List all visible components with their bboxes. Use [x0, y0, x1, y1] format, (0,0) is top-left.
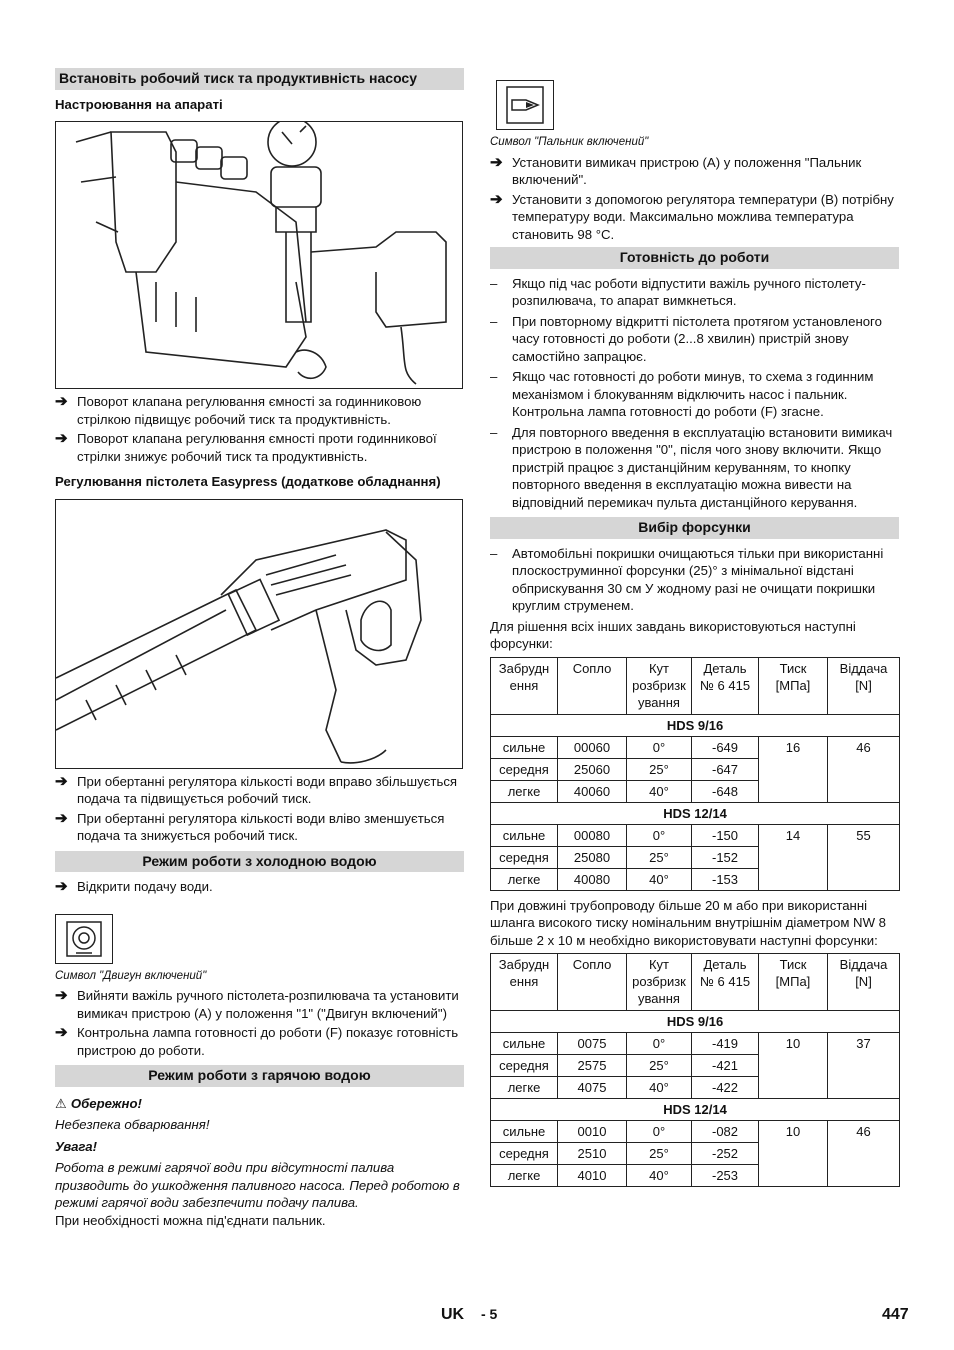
caution-title: Обережно!	[70, 1095, 142, 1111]
group-row: HDS 12/14	[491, 1099, 900, 1121]
bullet-clockwise: ➔ Поворот клапана регулювання ємності за годинниковою стрілкою підвищує робочий тиск та продуктивність.	[55, 393, 422, 427]
arrow-right-icon: ➔	[55, 1024, 68, 1041]
arrow-right-icon: ➔	[55, 987, 68, 1004]
th-part: Деталь № 6 415	[692, 657, 759, 714]
th-angle: Кут розбризк ування	[627, 657, 692, 714]
arrow-right-icon: ➔	[55, 430, 68, 447]
readiness-item-3: – Якщо час готовності до роботи минув, то схема з годинним механізмом і блокуванням відключить насос і пальник. Контрольна лампа готовності до роботи (F) згасне.	[490, 369, 874, 419]
bullet-left-rotation: ➔ При обертанні регулятора кількості води вліво зменшується подача та знижується робочий тиск.	[55, 809, 445, 843]
table-row: сильне 00060 0° -649 16 46	[491, 736, 900, 758]
th-nozzle: Сопло	[558, 657, 627, 714]
table-row: сильне 00080 0° -150 14 55	[491, 824, 900, 846]
subheading-device: Настроювання на апараті	[55, 96, 223, 112]
readiness-item-4: – Для повторного введення в експлуатацію встановити вимикач пристрою в положення "0", після чого знову включити. Якщо пристрій працює з дистанційним керуванням, то кнопку повторного введення в експлуатацію можна вивести на відповідний перемикач пульта дистанційного керування.	[490, 424, 893, 510]
footer-page-small: - 5	[481, 1306, 498, 1322]
section-heading-readiness: Готовність до роботи	[490, 247, 899, 269]
footer-page-number: 447	[882, 1306, 909, 1323]
burner-symbol-caption: Символ "Пальник включений"	[490, 136, 649, 148]
table-row: середня 2575 25° -421	[491, 1055, 900, 1077]
nozzle-table-1	[490, 657, 900, 891]
table-row: середня 25080 25° -152	[491, 846, 900, 868]
attention-text: Робота в режимі гарячої води при відсутності палива призводить до ушкодження паливного насоса. Перед роботою в режимі гарячої води забезпечити подачу палива.	[55, 1160, 460, 1210]
arrow-right-icon: ➔	[490, 153, 503, 171]
readiness-item-1: – Якщо під час роботи відпустити важіль ручного пістолету-розпилювача, то апарат вимкнеться.	[490, 275, 866, 308]
table-row: легке 4075 40° -422	[491, 1077, 900, 1099]
attention-title: Увага!	[55, 1138, 97, 1154]
bullet-ready-lamp: ➔ Контрольна лампа готовності до роботи (F) показує готовність пристрою до роботи.	[55, 1024, 459, 1058]
burner-icon	[504, 84, 546, 126]
arrow-right-icon: ➔	[490, 190, 503, 208]
easypress-gun-figure	[55, 499, 463, 769]
th-force: Віддача [N]	[828, 657, 900, 714]
caution-text: Небезпека обварювання!	[55, 1117, 210, 1132]
pump-valve-figure	[55, 121, 463, 389]
arrow-right-icon: ➔	[55, 878, 68, 895]
group-row: HDS 9/16	[491, 1011, 900, 1033]
arrow-right-icon: ➔	[55, 809, 68, 827]
easypress-gun-illustration	[56, 500, 462, 768]
motor-symbol-caption: Символ "Двигун включений"	[55, 969, 207, 982]
bullet-open-water: ➔ Відкрити подачу води.	[55, 878, 213, 895]
bullet-switch-motor: ➔ Вийняти важіль ручного пістолета-розпилювача та установити вимикач пристрою (А) у положення "1" ("Двигун включений")	[55, 987, 459, 1021]
group-row: HDS 12/14	[491, 802, 900, 824]
arrow-right-icon: ➔	[55, 772, 68, 790]
table-row: середня 2510 25° -252	[491, 1143, 900, 1165]
nozzle-intro-2: При довжині трубопроводу більше 20 м або при використанні шланга високого тиску номінальним внутрішнім діаметром NW 8 більше 2 x 10 м необхідно використовувати наступні форсунки:	[490, 897, 887, 948]
th-pressure: Тиск [МПа]	[759, 657, 828, 714]
arrow-right-icon: ➔	[55, 393, 68, 410]
table-row: сильне 0010 0° -082 10 46	[491, 1121, 900, 1143]
subheading-easypress: Регулювання пістолета Easypress (додаткове обладнання)	[55, 474, 441, 489]
right-column	[490, 80, 899, 1187]
section-heading-pressure: Встановіть робочий тиск та продуктивність насосу	[55, 68, 464, 90]
left-column	[55, 68, 464, 1233]
nozzle-tyres-item: – Автомобільні покришки очищаються тільки при використанні плоскоструминної форсунки (25)° з мінімальної відстані обприскування 30 см У жодному разі не очищати покришки круглим струменем.	[490, 545, 884, 613]
table-row: легке 40060 40° -648	[491, 780, 900, 802]
burner-connect-text: При необхідності можна під'єднати пальник.	[55, 1212, 326, 1228]
bullet-counterclockwise: ➔ Поворот клапана регулювання ємності проти годинникової стрілки знижує робочий тиск та продуктивність.	[55, 430, 437, 464]
th-soiling: Забрудн ення	[491, 657, 558, 714]
table-row: сильне 0075 0° -419 10 37	[491, 1033, 900, 1055]
motor-icon	[64, 919, 104, 959]
bullet-switch-burner: ➔ Установити вимикач пристрою (А) у положення "Пальник включений".	[490, 153, 862, 187]
section-heading-hot-water: Режим роботи з гарячою водою	[55, 1065, 464, 1087]
table-row: легке 4010 40° -253	[491, 1165, 900, 1187]
burner-on-symbol	[496, 80, 554, 130]
nozzle-intro-1: Для рішення всіх інших завдань використовуються наступні форсунки:	[490, 618, 856, 651]
readiness-item-2: – При повторному відкритті пістолета протягом установленого часу готовності до роботи (2...8 хвилин) пристрій знову самостійно запрацює.	[490, 313, 882, 364]
group-row: HDS 9/16	[491, 714, 900, 736]
table-row: легке 40080 40° -153	[491, 868, 900, 890]
table-row: середня 25060 25° -647	[491, 758, 900, 780]
footer-lang: UK	[441, 1306, 465, 1323]
motor-on-symbol	[55, 914, 113, 964]
pump-valve-illustration	[56, 122, 462, 388]
bullet-set-temperature: ➔ Установити з допомогою регулятора температури (В) потрібну температуру води. Максимально можлива температура становить 98 °C.	[490, 190, 894, 242]
warning-triangle-icon: ⚠	[55, 1095, 67, 1111]
nozzle-table-2: Забрудн ення Сопло Кут розбризк ування Деталь № 6 415 Тиск [МПа] Віддача [N] HDS 9/16 сильне 0075 0° -419 10 37 середня 2575 25° -421 легке 4075 40° -422 HDS 12/14 сильне 0010 0° -082 10 46 середня 2510 25° -252 легке 4010 40° -253	[490, 953, 900, 1187]
bullet-right-rotation: ➔ При обертанні регулятора кількості води вправо збільшується подача та підвищується робочий тиск.	[55, 772, 458, 806]
section-heading-nozzle: Вибір форсунки	[490, 517, 899, 539]
section-heading-cold-water: Режим роботи з холодною водою	[55, 851, 464, 873]
